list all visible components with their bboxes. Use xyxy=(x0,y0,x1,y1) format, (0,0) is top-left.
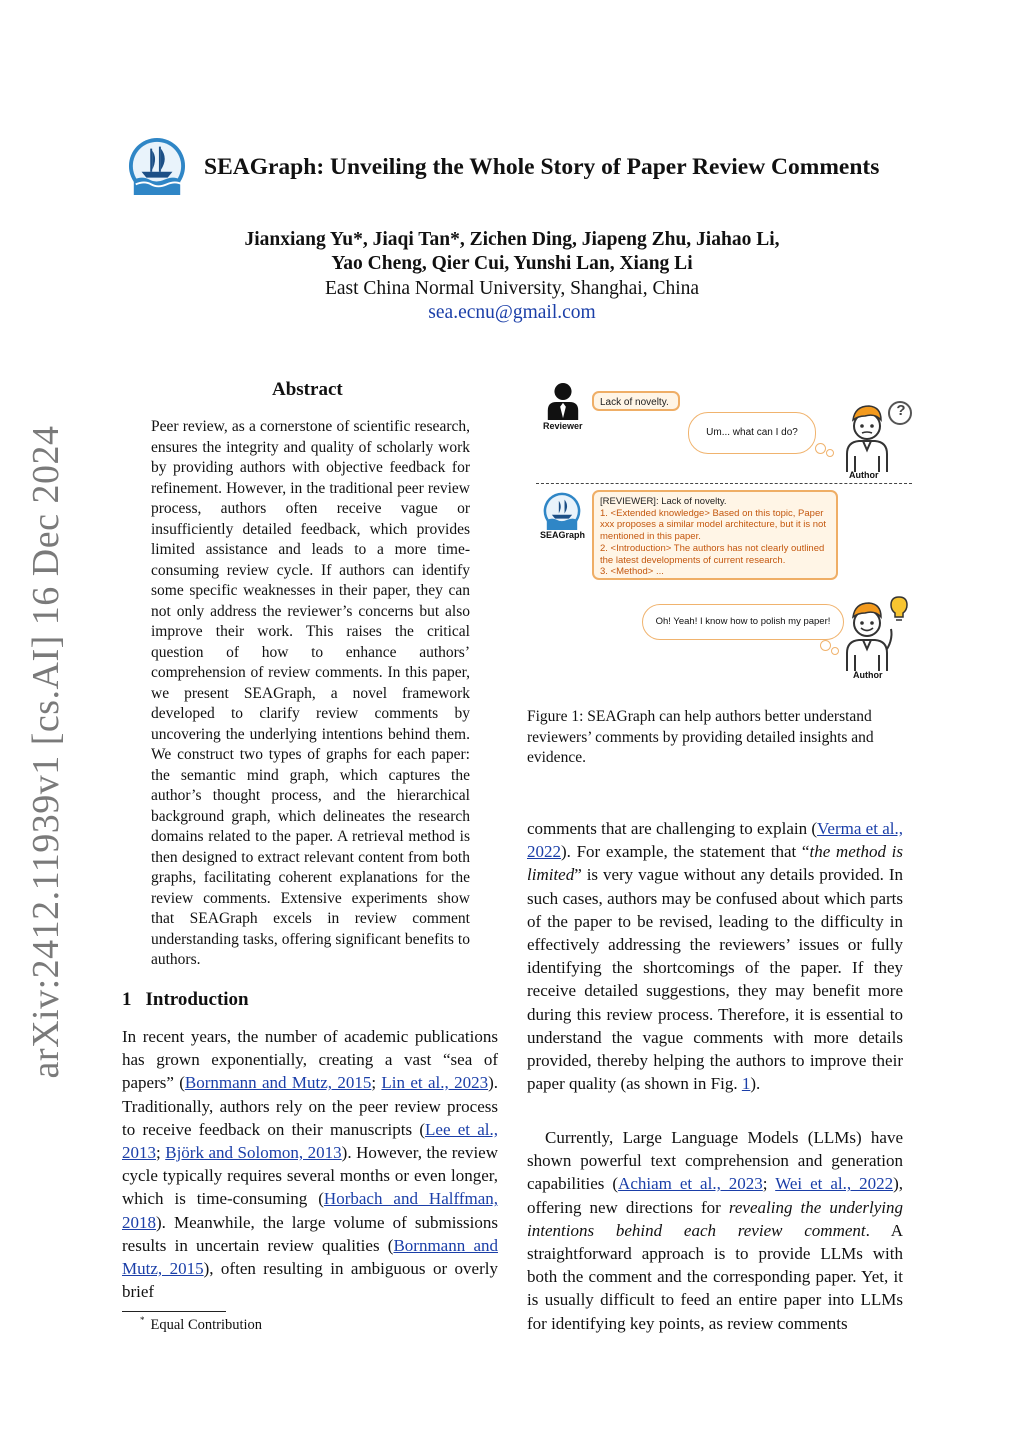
emphasis: the method is limited xyxy=(527,842,904,885)
affiliation: East China Normal University, Shanghai, China xyxy=(324,278,700,299)
reviewer-label: Reviewer xyxy=(543,421,583,431)
citation-link[interactable]: Bornmann and Mutz, 2015 xyxy=(184,1073,372,1093)
thought-dot xyxy=(831,647,839,655)
reviewer-icon xyxy=(544,382,582,420)
footnote-text: Equal Contribution xyxy=(150,1316,263,1333)
thought-dot xyxy=(820,640,831,651)
text-run: ; xyxy=(371,1073,382,1093)
email-link[interactable]: sea.ecnu@gmail.com xyxy=(428,302,596,323)
citation-link[interactable]: Lee et al., 2013 xyxy=(122,1119,498,1163)
seagraph-small-logo-icon xyxy=(543,492,581,530)
text-run: ). For example, the statement that “ xyxy=(561,842,810,862)
arxiv-stamp: arXiv:2412.11939v1 [cs.AI] 16 Dec 2024 xyxy=(25,425,67,1079)
section-heading-introduction xyxy=(122,989,249,1011)
author-label: Author xyxy=(849,470,879,480)
abstract-text: Peer review, as a cornerstone of scientific research, ensures the integrity and quality of scholarly work by providing authors with objective feedback for refinement. However, in the traditional peer review process, authors often receive vague or insufficiently detailed feedback, which provides limited assistance and leads to a more time-consuming review cycle. If authors can identify some specific weaknesses in their paper, they can not only address the reviewer’s concerns but also improve their work. This raises the critical question of how to enhance authors’ comprehension of review comments. In this paper, we present SEAGraph, a novel framework developed to clarify review comments by uncovering the underlying intentions behind them. We construct two types of graphs for each paper: the semantic mind graph, which captures the author’s thought process, and the hierarchical background graph, which delineates the research domains related to the paper. A retrieval method is then designed to extract relevant content from both graphs, facilitating coherent explanations for the review comments. Extensive experiments show that SEAGraph excels in review comment understanding tasks, offering significant benefits to authors. xyxy=(151,418,470,968)
thought-dot xyxy=(826,449,834,457)
citation-link[interactable]: Lin et al., 2023 xyxy=(381,1073,489,1093)
explanation-point: 2. <Introduction> The authors has not clearly outlined the latest developments of current research. xyxy=(600,542,825,566)
footnote-mark: * xyxy=(140,1315,145,1325)
seagraph-explanation-box xyxy=(592,490,838,580)
authors-line-1: Jianxiang Yu*, Jiaqi Tan*, Zichen Ding, Jiapeng Zhu, Jiahao Li, xyxy=(244,229,780,250)
text-run: ). Meanwhile, the large volume of submissions results in uncertain review qualities ( xyxy=(122,1212,498,1255)
figure-reference-link[interactable]: 1 xyxy=(741,1074,751,1094)
section-number: 1 xyxy=(122,989,132,1010)
text-run: ; xyxy=(156,1143,166,1163)
citation-link[interactable]: Wei et al., 2022 xyxy=(775,1174,894,1194)
section-title: Introduction xyxy=(145,989,249,1010)
emphasis: revealing the underlying intentions behind each review comment xyxy=(527,1197,903,1240)
text-run: ), offering new directions for xyxy=(527,1174,903,1217)
text-run: ), often resulting in ambiguous or overly brief xyxy=(122,1259,498,1302)
footnote xyxy=(140,1315,262,1334)
text-run: ). xyxy=(750,1074,761,1094)
citation-link[interactable]: Achiam et al., 2023 xyxy=(618,1174,763,1194)
reviewer-comment-bubble: Lack of novelty. xyxy=(592,391,680,411)
citation-link[interactable]: Horbach and Halffman, 2018 xyxy=(122,1189,499,1232)
explanation-lead: [REVIEWER]: Lack of novelty. xyxy=(600,496,727,507)
footnote-rule xyxy=(122,1311,226,1312)
citation-link[interactable]: Björk and Solomon, 2013 xyxy=(165,1143,342,1163)
explanation-point: 1. <Extended knowledge> Based on this topic, Paper xxx proposes a similar model architecture, but it is not mentioned in this paper. xyxy=(600,507,826,543)
email-line xyxy=(0,301,1024,326)
text-run: ; xyxy=(762,1174,776,1194)
intro-paragraph-1-continued xyxy=(527,817,903,1095)
intro-paragraph-1 xyxy=(122,1025,498,1303)
intro-paragraph-2 xyxy=(527,1126,903,1335)
question-mark-icon: ? xyxy=(896,402,906,419)
seagraph-logo-icon xyxy=(128,137,186,195)
explanation-point: 3. <Method> ... xyxy=(600,566,664,578)
author-happy-icon xyxy=(843,593,915,671)
author-reply-cloud: Oh! Yeah! I know how to polish my paper! xyxy=(642,604,844,640)
authors-line-2: Yao Cheng, Qier Cui, Yunshi Lan, Xiang Li xyxy=(331,253,693,274)
text-run: comments that are challenging to explain ( xyxy=(527,819,818,838)
text-run: In recent years, the number of academic publications has grown exponentially, creating a vast “sea of papers” ( xyxy=(122,1027,498,1093)
citation-link[interactable]: Verma et al., 2022 xyxy=(527,819,903,862)
text-run: ). However, the review cycle typically requires several months or even longer, which is time-consuming ( xyxy=(122,1143,498,1209)
author-thought-cloud: Um... what can I do? xyxy=(688,412,816,454)
citation-link[interactable]: Bornmann and Mutz, 2015 xyxy=(122,1235,498,1279)
seagraph-label: SEAGraph xyxy=(540,530,586,540)
thought-dot xyxy=(815,443,826,454)
abstract-heading: Abstract xyxy=(272,379,343,400)
text-run: ). Traditionally, authors rely on the peer review process to receive feedback on their manuscripts ( xyxy=(122,1073,498,1139)
figure-separator xyxy=(536,483,912,484)
text-run: Currently, Large Language Models (LLMs) have shown powerful text comprehension and generation capabilities ( xyxy=(527,1128,903,1194)
figure-caption: Figure 1: SEAGraph can help authors better understand reviewers’ comments by providing detailed insights and evidence. xyxy=(527,708,874,766)
text-run: . A straightforward approach is to provide LLMs with both the comment and the corresponding paper. Yet, it is usually difficult to feed an entire paper into LLMs for identifying key points, as review comments xyxy=(527,1220,904,1333)
paper-title: SEAGraph: Unveiling the Whole Story of Paper Review Comments xyxy=(204,154,880,180)
text-run: ” is very vague without any details provided. In such cases, authors may be confused about which parts of the paper to be revised, leading to the difficulty in effectively addressing the reviewers’ issues or fully identifying the shortcomings of the paper. If they receive detailed suggestions, they may benefit more during this review process. Therefore, it is essential to understand the vague comments with more details provided, thereby helping the authors to improve their paper quality (as shown in Fig. xyxy=(527,865,903,1094)
author-label-2: Author xyxy=(853,670,883,680)
